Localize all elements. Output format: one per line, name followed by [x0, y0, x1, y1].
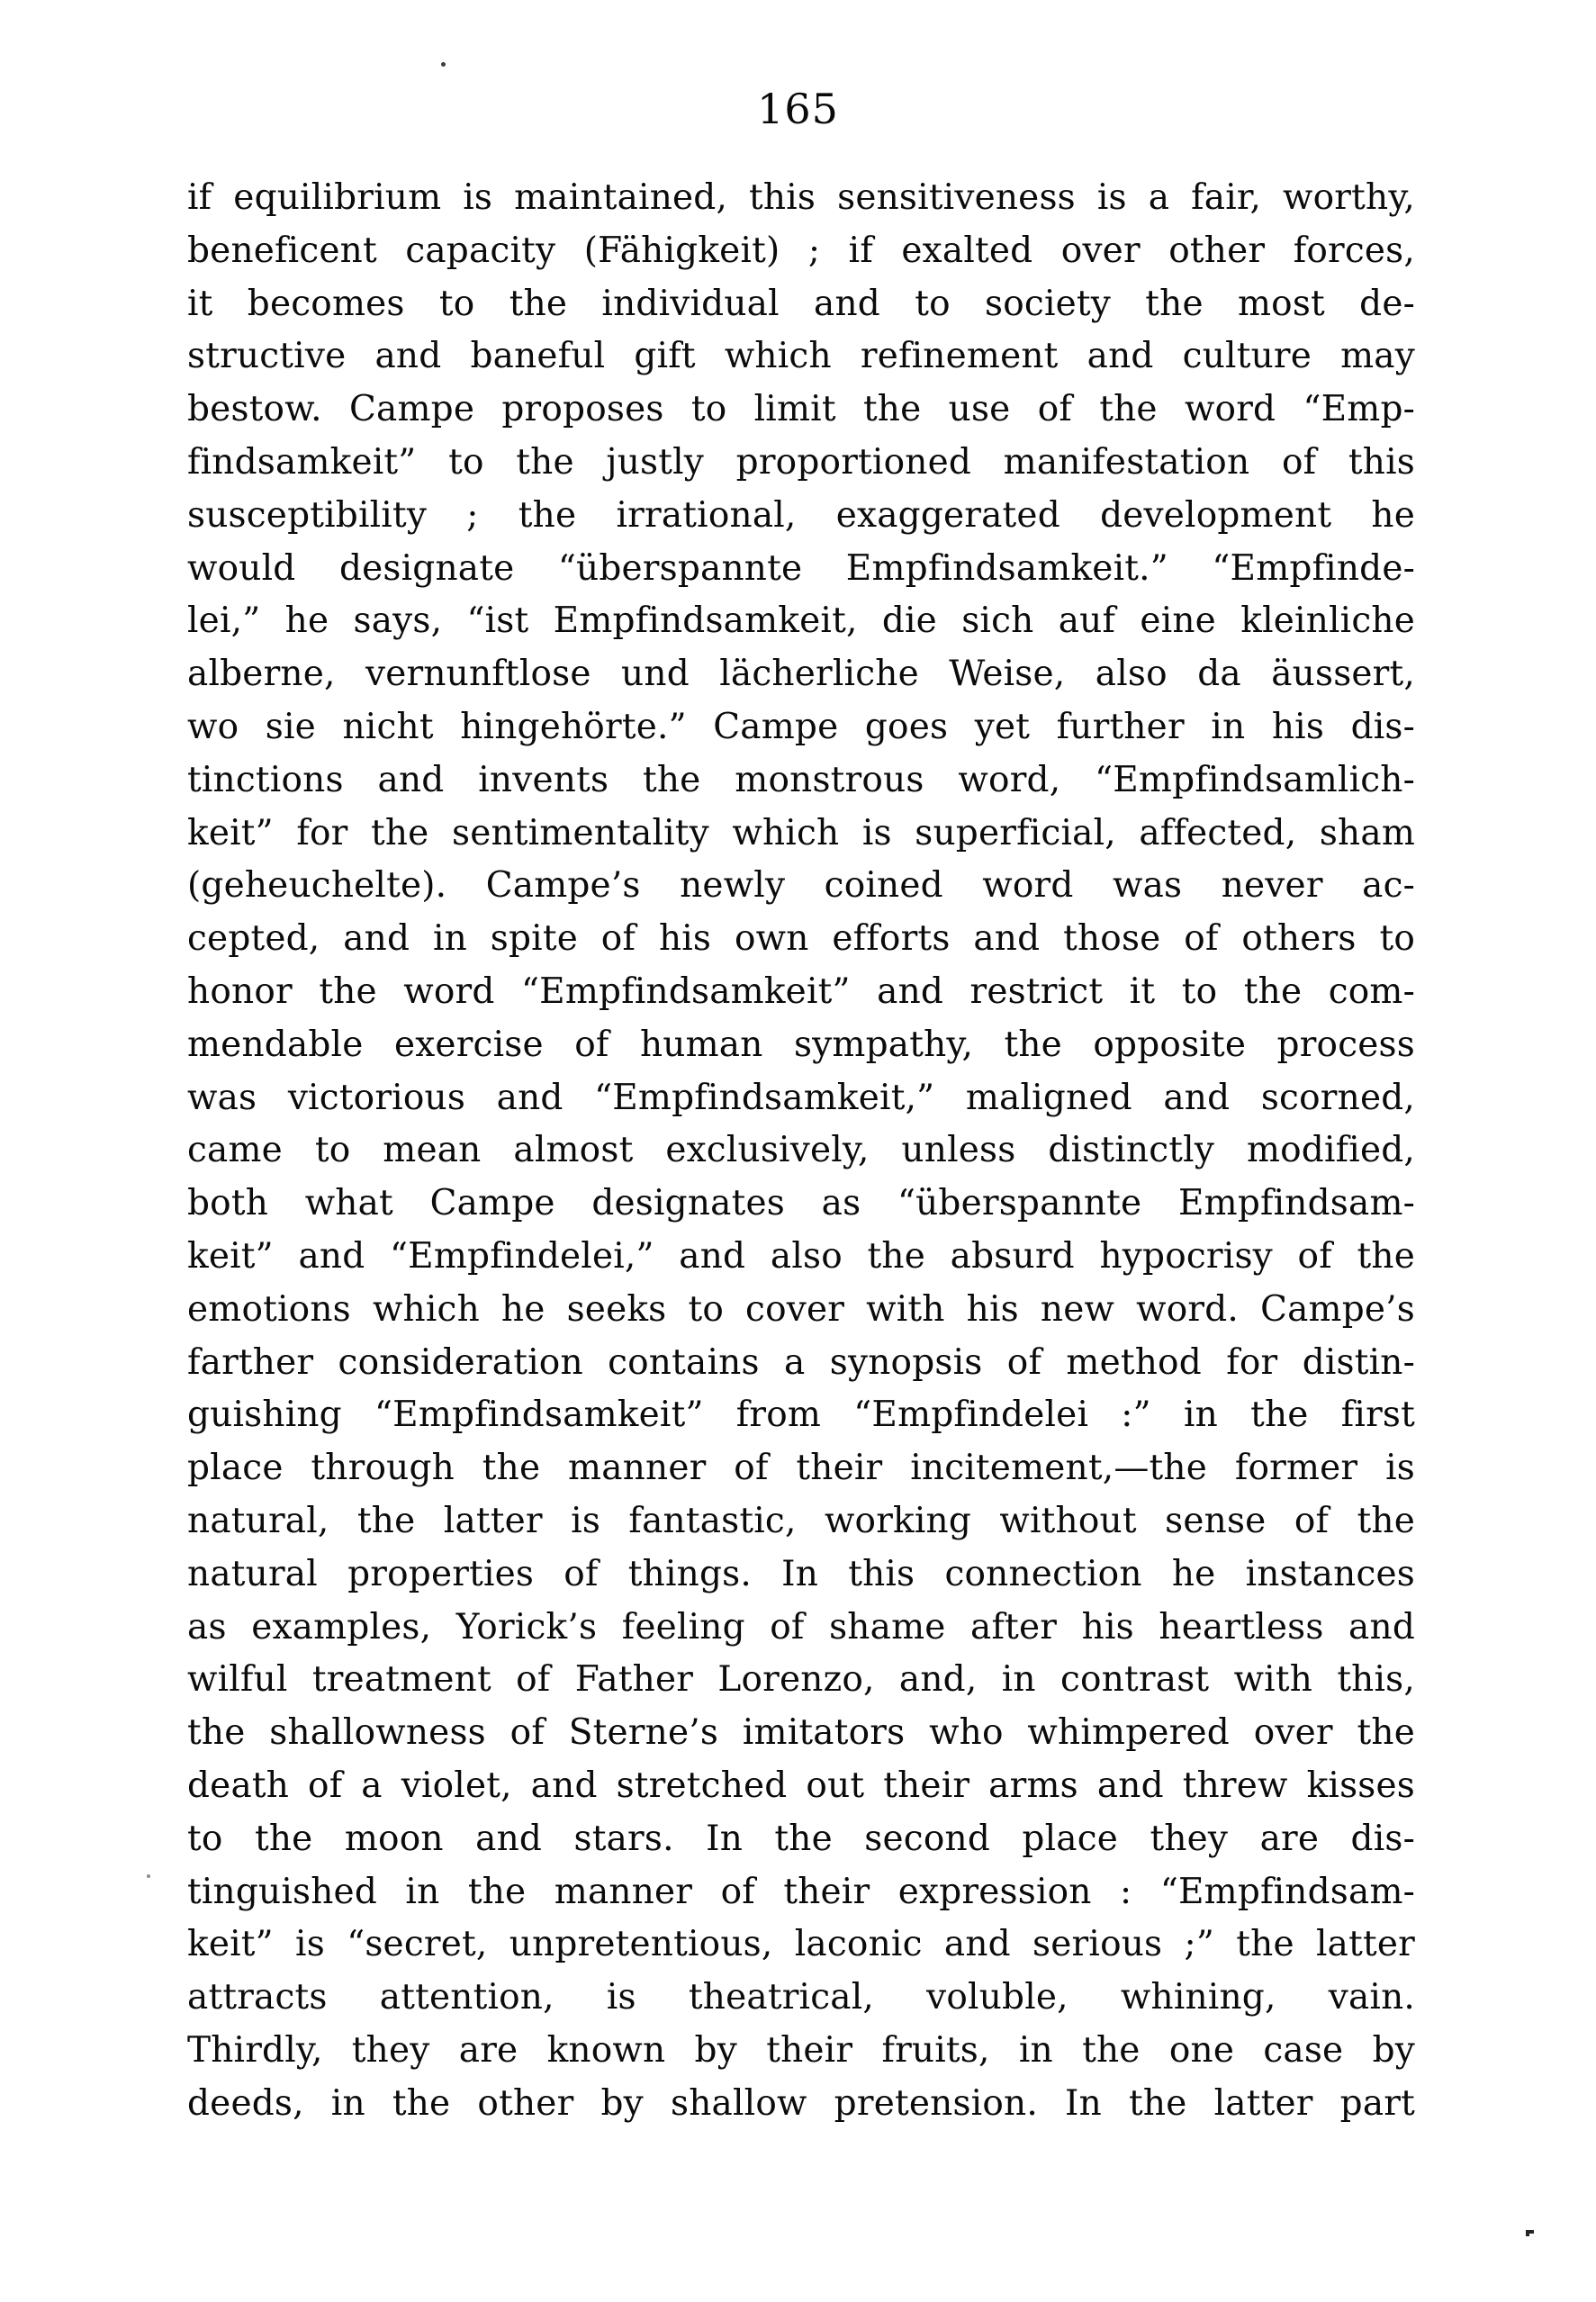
text-line: lei,” he says, “ist Empfindsamkeit, die sich auf eine kleinliche	[187, 600, 1415, 642]
text-line: wilful treatment of Father Lorenzo, and, in contrast with this,	[187, 1659, 1415, 1701]
text-line: guishing “Empfindsamkeit” from “Empfindelei :” in the first	[187, 1395, 1415, 1436]
text-line: to the moon and stars. In the second place they are dis-	[187, 1818, 1415, 1859]
text-line: honor the word “Empfindsamkeit” and restrict it to the com-	[187, 970, 1415, 1012]
text-line: beneficent capacity (Fähigkeit) ; if exalted over other forces,	[187, 230, 1415, 271]
text-line: findsamkeit” to the justly proportioned manifestation of this	[187, 441, 1415, 483]
text-line: death of a violet, and stretched out their arms and threw kisses	[187, 1765, 1415, 1806]
text-line: emotions which he seeks to cover with his new word. Campe’s	[187, 1288, 1415, 1330]
text-line: bestow. Campe proposes to limit the use of the word “Emp-	[187, 389, 1415, 430]
text-line: cepted, and in spite of his own efforts and those of others to	[187, 918, 1415, 960]
text-line: attracts attention, is theatrical, voluble, whining, vain.	[187, 1977, 1415, 2018]
text-line: as examples, Yorick’s feeling of shame after his heartless and	[187, 1606, 1415, 1648]
text-line: both what Campe designates as “überspannte Empfindsam-	[187, 1183, 1415, 1224]
scan-speck	[441, 62, 446, 67]
page-number: 165	[757, 85, 839, 133]
text-line: mendable exercise of human sympathy, the opposite process	[187, 1024, 1415, 1065]
text-line: keit” is “secret, unpretentious, laconic and serious ;” the latter	[187, 1924, 1415, 1965]
text-line: if equilibrium is maintained, this sensitiveness is a fair, worthy,	[187, 177, 1415, 218]
text-line: wo sie nicht hingehörte.” Campe goes yet further in his dis-	[187, 706, 1415, 747]
text-line: tinguished in the manner of their expression : “Empfindsam-	[187, 1871, 1415, 1912]
text-line: was victorious and “Empfindsamkeit,” maligned and scorned,	[187, 1077, 1415, 1118]
text-line: would designate “überspannte Empfindsamkeit.” “Empfinde-	[187, 547, 1415, 589]
text-line: deeds, in the other by shallow pretension. In the latter part	[187, 2082, 1415, 2124]
text-line: farther consideration contains a synopsis of method for distin-	[187, 1341, 1415, 1383]
text-line: tinctions and invents the monstrous word, “Empfindsamlich-	[187, 759, 1415, 800]
text-line: natural properties of things. In this connection he instances	[187, 1553, 1415, 1594]
text-line: place through the manner of their incitement,—the former is	[187, 1448, 1415, 1489]
text-line: alberne, vernunftlose und lächerliche Weise, also da äussert,	[187, 654, 1415, 695]
text-line: it becomes to the individual and to society the most de-	[187, 283, 1415, 324]
text-line: keit” and “Empfindelei,” and also the absurd hypocrisy of the	[187, 1235, 1415, 1277]
text-line: susceptibility ; the irrational, exaggerated development he	[187, 494, 1415, 536]
text-line: (geheuchelte). Campe’s newly coined word was never ac-	[187, 865, 1415, 907]
text-block	[187, 172, 1415, 2130]
text-line: keit” for the sentimentality which is superficial, affected, sham	[187, 812, 1415, 853]
text-line: the shallowness of Sterne’s imitators who whimpered over the	[187, 1712, 1415, 1754]
text-line: Thirdly, they are known by their fruits, in the one case by	[187, 2029, 1415, 2071]
text-line: came to mean almost exclusively, unless distinctly modified,	[187, 1130, 1415, 1171]
text-line: structive and baneful gift which refinement and culture may	[187, 336, 1415, 377]
scan-speck	[147, 1874, 150, 1878]
scan-speck	[1526, 2230, 1534, 2234]
text-line: natural, the latter is fantastic, working without sense of the	[187, 1500, 1415, 1541]
